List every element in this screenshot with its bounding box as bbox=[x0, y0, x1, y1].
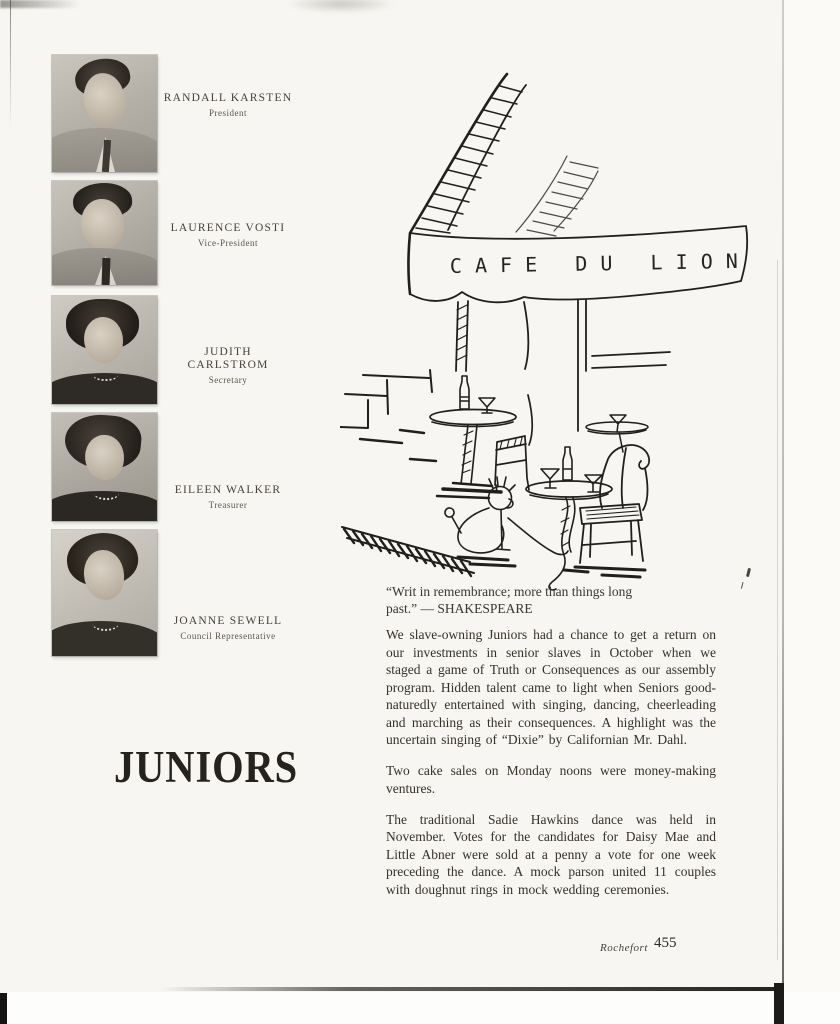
armchair bbox=[580, 445, 649, 563]
awning-hatching-right bbox=[516, 156, 598, 236]
officer-title: Secretary bbox=[208, 375, 248, 385]
officer-title: President bbox=[209, 108, 247, 118]
quote bbox=[386, 584, 716, 617]
scan-smudge-top bbox=[286, 0, 396, 13]
portrait-photo-vice-president bbox=[52, 181, 157, 285]
footer-book-title: Rochefort bbox=[600, 942, 648, 954]
next-page-edge bbox=[0, 992, 840, 1024]
portrait-face bbox=[81, 199, 124, 249]
officer-name: LAURENCE VOSTI bbox=[170, 222, 286, 234]
portrait-necklace bbox=[92, 615, 119, 631]
paragraph-3: The traditional Sadie Hawkins dance was held in November. Votes for the candidates for Daisy Mae and Little Abner were sold at a penny a vote for one week preceding the dance. A mock parson united 11 couples with doughnut rings in mock wedding ceremonies. bbox=[386, 811, 716, 897]
officer-label-vice-president bbox=[158, 222, 298, 248]
page-edge-line-faint bbox=[777, 260, 778, 960]
quote-line-1: “Writ in remembrance; more than things long bbox=[386, 584, 633, 599]
footer-page-number: 455 bbox=[654, 935, 677, 951]
armchair-shadow bbox=[564, 567, 645, 577]
scan-left-line bbox=[10, 0, 11, 128]
page-bottom-edge-line bbox=[160, 987, 784, 991]
officer-name-line1: JUDITH bbox=[204, 346, 252, 358]
scan-smudge-top-left bbox=[0, 0, 80, 8]
body-text-column bbox=[386, 584, 716, 912]
armchair-seat-hatch bbox=[586, 507, 639, 519]
folding-chair bbox=[495, 395, 532, 492]
portrait-tie bbox=[102, 258, 111, 285]
officer-label-president bbox=[158, 92, 298, 118]
steps bbox=[340, 370, 432, 428]
portrait-photo-secretary bbox=[52, 296, 157, 404]
table-left bbox=[432, 376, 513, 484]
officer-label-council-rep bbox=[158, 615, 298, 641]
cafe-sign-text: CAFE DU LION bbox=[449, 248, 743, 278]
table-center-top bbox=[526, 481, 612, 497]
scan-corner-bottom-left bbox=[0, 993, 7, 1024]
officer-title: Vice-President bbox=[198, 238, 258, 248]
officer-name: RANDALL KARSTEN bbox=[163, 92, 293, 104]
officer-name: EILEEN WALKER bbox=[174, 484, 282, 496]
officer-name-line2: CARLSTROM bbox=[187, 359, 269, 371]
officer-label-secretary bbox=[158, 346, 298, 385]
table-left-top bbox=[430, 410, 516, 425]
portrait-photo-treasurer bbox=[52, 413, 157, 521]
portrait-photo-president bbox=[52, 55, 157, 172]
curb-hatching bbox=[344, 529, 471, 576]
officer-name: JOANNE SEWELL bbox=[173, 615, 283, 627]
paragraph-2: Two cake sales on Monday noons were money-making ventures. bbox=[386, 763, 716, 796]
officer-title: Council Representative bbox=[180, 631, 276, 641]
officer-title: Treasurer bbox=[208, 500, 248, 510]
page-edge-strip bbox=[784, 0, 840, 1024]
officer-label-treasurer bbox=[158, 484, 298, 510]
scan-corner-bottom-right bbox=[774, 983, 784, 1024]
portrait-face bbox=[84, 317, 124, 363]
paragraph-1: We slave-owning Juniors had a chance to get a return on our investments in senior slaves in October when we staged a game of Truth or Consequences as our assembly program. Hidden talent came to light when Seniors good-naturedly entertained with singing, dancing, cheerleading and marching as their consequences. A highlight was the uncertain singing of “Dixie” by Californian Mr. Dahl. bbox=[386, 627, 716, 747]
page-edge-line bbox=[782, 0, 784, 1024]
quote-line-2: past.” — SHAKESPEARE bbox=[386, 600, 533, 616]
poodle-head bbox=[489, 487, 512, 510]
table-left-shadow2 bbox=[360, 430, 492, 498]
page-title: JUNIORS bbox=[114, 742, 299, 792]
cafe-du-lion-cartoon bbox=[340, 40, 760, 600]
awning-posts bbox=[456, 300, 670, 431]
portrait-photo-council-rep bbox=[52, 530, 157, 656]
awning-hatching-left bbox=[416, 86, 522, 233]
